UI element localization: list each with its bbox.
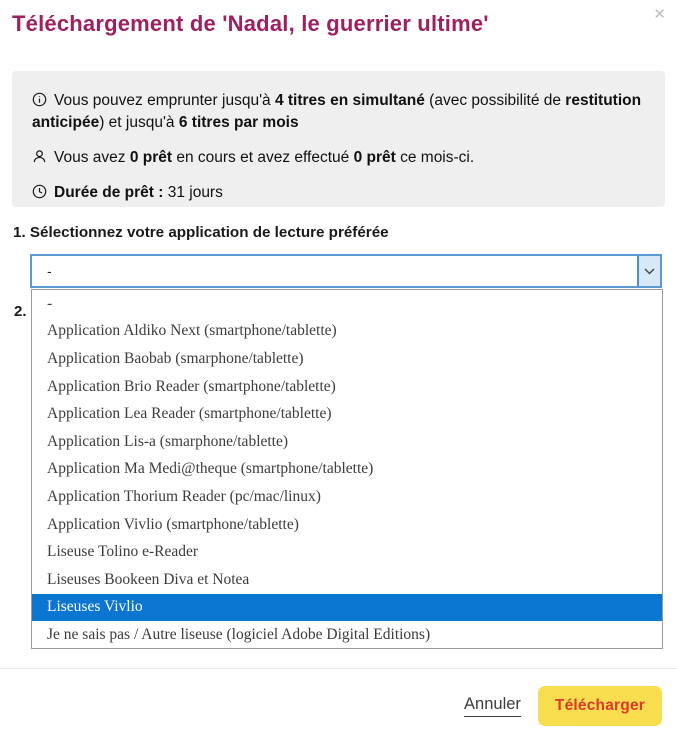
dropdown-option[interactable]: Application Ma Medi@theque (smartphone/tablette) <box>47 460 374 478</box>
dropdown-option[interactable]: Application Brio Reader (smartphone/tablette) <box>47 377 336 395</box>
dropdown-option[interactable]: Liseuses Bookeen Diva et Notea <box>47 570 250 588</box>
loan-duration-line: Durée de prêt : 31 jours <box>32 182 645 204</box>
loan-info-box <box>12 71 665 207</box>
reader-app-select[interactable] <box>30 254 662 288</box>
download-button[interactable]: Télécharger <box>538 686 662 726</box>
dropdown-option[interactable]: Application Thorium Reader (pc/mac/linux) <box>47 487 321 505</box>
close-icon[interactable]: ✕ <box>653 6 666 23</box>
step1-label: 1. Sélectionnez votre application de lecture préférée <box>13 224 389 241</box>
dropdown-option[interactable]: Application Lea Reader (smartphone/tablette) <box>47 405 332 423</box>
reader-app-select-value: - <box>47 263 52 279</box>
footer-divider <box>0 668 677 669</box>
chevron-down-icon <box>637 256 660 286</box>
dropdown-option[interactable]: Liseuse Tolino e-Reader <box>47 543 198 561</box>
reader-app-dropdown <box>31 289 663 649</box>
person-icon <box>32 149 47 164</box>
dropdown-option[interactable]: Application Vivlio (smartphone/tablette) <box>47 515 299 533</box>
info-icon <box>32 92 47 107</box>
footer <box>464 686 662 726</box>
current-loans-line: Vous avez 0 prêt en cours et avez effectué 0 prêt ce mois-ci. <box>32 147 645 169</box>
dropdown-option[interactable]: Application Baobab (smarphone/tablette) <box>47 349 304 367</box>
dropdown-option[interactable]: Application Aldiko Next (smartphone/tablette) <box>47 322 337 340</box>
loan-limits-line: Vous pouvez emprunter jusqu'à 4 titres en simultané (avec possibilité de restitution anticipée) et jusqu'à 6 titres par mois <box>32 92 642 131</box>
clock-icon <box>32 184 47 199</box>
cancel-button[interactable]: Annuler <box>464 695 521 717</box>
page-title: Téléchargement de 'Nadal, le guerrier ultime' <box>12 11 489 36</box>
dropdown-option[interactable]: Application Lis-a (smarphone/tablette) <box>47 432 289 450</box>
dropdown-option[interactable]: - <box>47 294 53 312</box>
dropdown-option[interactable]: Liseuses Vivlio <box>32 594 662 622</box>
step2-number: 2. <box>14 303 27 320</box>
dropdown-option[interactable]: Je ne sais pas / Autre liseuse (logiciel Adobe Digital Editions) <box>47 625 431 643</box>
